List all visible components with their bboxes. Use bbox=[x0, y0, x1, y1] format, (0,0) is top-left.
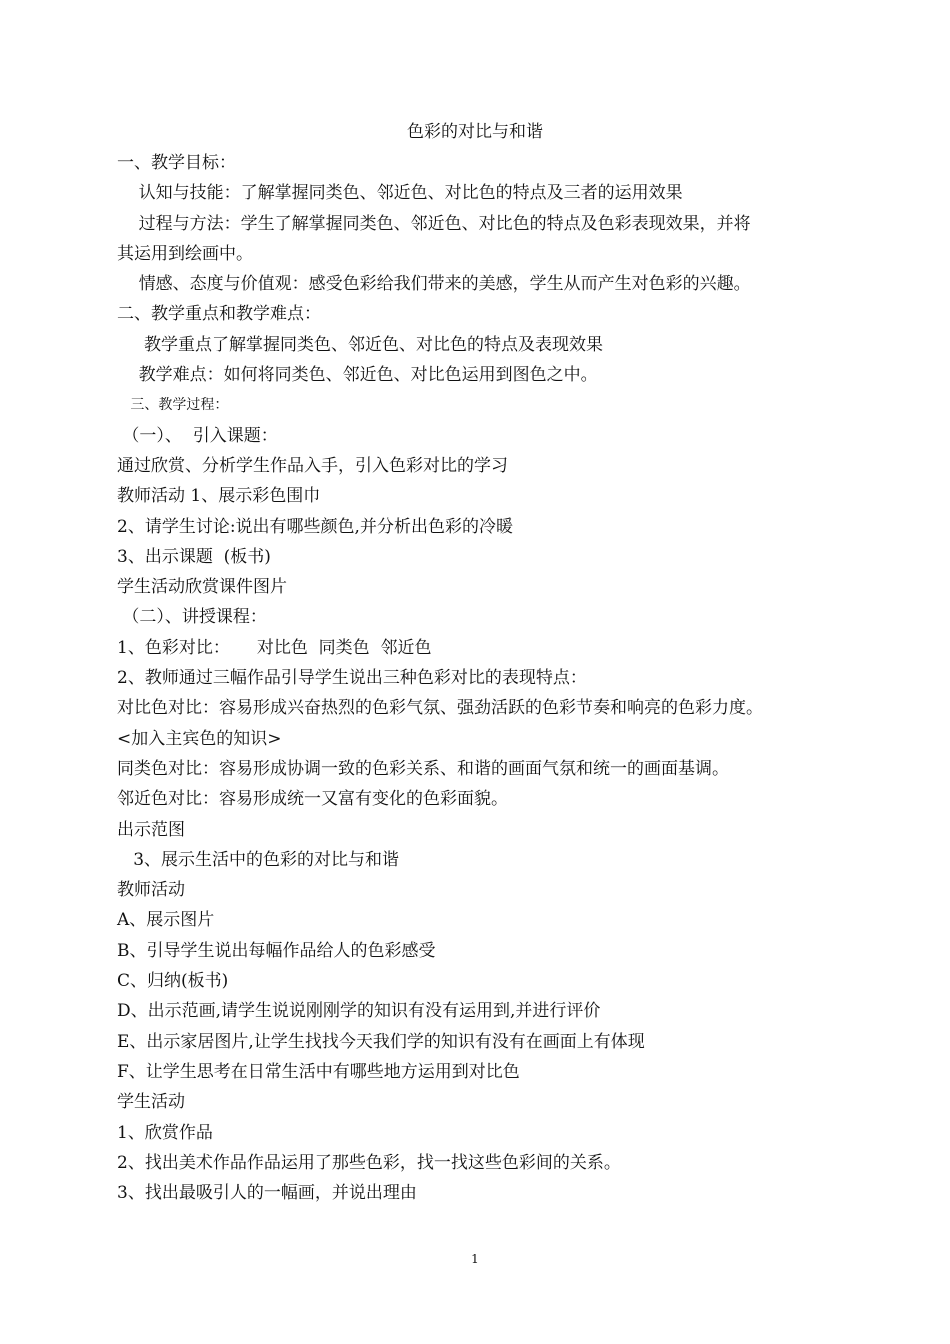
list-item: F、让学生思考在日常生活中有哪些地方运用到对比色 bbox=[117, 1061, 520, 1082]
paragraph-line: 教师活动 bbox=[117, 880, 185, 901]
paragraph-line: 通过欣赏、分析学生作品入手，引入色彩对比的学习 bbox=[117, 455, 508, 476]
paragraph-line: 学生活动欣赏课件图片 bbox=[117, 577, 287, 598]
list-item: B、引导学生说出每幅作品给人的色彩感受 bbox=[117, 940, 436, 961]
list-item: 3、找出最吸引人的一幅画，并说出理由 bbox=[117, 1183, 417, 1204]
paragraph-line: 2、教师通过三幅作品引导学生说出三种色彩对比的表现特点： bbox=[117, 668, 587, 689]
page-number: 1 bbox=[471, 1252, 479, 1266]
list-item: 2、找出美术作品作品运用了那些色彩，找一找这些色彩间的关系。 bbox=[117, 1152, 621, 1173]
subsection-heading: （一）、 引入课题： bbox=[117, 425, 278, 446]
paragraph-line: 其运用到绘画中。 bbox=[117, 243, 253, 264]
paragraph-line: 3、展示生活中的色彩的对比与和谐 bbox=[117, 849, 400, 870]
paragraph-line: 过程与方法：学生了解掌握同类色、邻近色、对比色的特点及色彩表现效果，并将 bbox=[117, 213, 751, 234]
paragraph-line: 教学重点了解掌握同类色、邻近色、对比色的特点及表现效果 bbox=[117, 334, 604, 355]
paragraph-line: 情感、态度与价值观：感受色彩给我们带来的美感，学生从而产生对色彩的兴趣。 bbox=[117, 274, 751, 295]
document-body bbox=[117, 148, 847, 1208]
subsection-heading: （二）、讲授课程： bbox=[117, 607, 267, 628]
section-heading-objectives: 一、教学目标： bbox=[117, 153, 236, 173]
paragraph-line: 认知与技能：了解掌握同类色、邻近色、对比色的特点及三者的运用效果 bbox=[117, 183, 683, 204]
paragraph-line: 2、请学生讨论:说出有哪些颜色,并分析出色彩的冷暖 bbox=[117, 516, 513, 537]
list-item: A、展示图片 bbox=[117, 910, 215, 931]
list-item: C、归纳(板书) bbox=[117, 971, 229, 992]
list-item: D、出示范画,请学生说说刚刚学的知识有没有运用到,并进行评价 bbox=[117, 1001, 601, 1022]
paragraph-line: <加入主宾色的知识> bbox=[117, 728, 282, 749]
section-heading-key-points: 二、教学重点和教学难点： bbox=[117, 304, 321, 325]
paragraph-line: 学生活动 bbox=[117, 1092, 185, 1113]
paragraph-line: 邻近色对比：容易形成统一又富有变化的色彩面貌。 bbox=[117, 789, 508, 810]
paragraph-line: 对比色对比：容易形成兴奋热烈的色彩气氛、强劲活跃的色彩节奏和响亮的色彩力度。 bbox=[117, 698, 763, 719]
paragraph-line: 同类色对比：容易形成协调一致的色彩关系、和谐的画面气氛和统一的画面基调。 bbox=[117, 758, 729, 779]
paragraph-line: 出示范图 bbox=[117, 819, 185, 840]
paragraph-line: 教学难点：如何将同类色、邻近色、对比色运用到图色之中。 bbox=[117, 365, 598, 386]
document-title: 色彩的对比与和谐 bbox=[407, 122, 543, 142]
paragraph-line: 1、色彩对比： 对比色 同类色 邻近色 bbox=[117, 637, 432, 658]
paragraph-line: 3、出示课题 (板书) bbox=[117, 546, 271, 567]
section-heading-process: 三、教学过程： bbox=[117, 397, 229, 414]
list-item: E、出示家居图片,让学生找找今天我们学的知识有没有在画面上有体现 bbox=[117, 1031, 645, 1052]
paragraph-line: 教师活动 1、展示彩色围巾 bbox=[117, 486, 321, 507]
list-item: 1、欣赏作品 bbox=[117, 1122, 213, 1143]
